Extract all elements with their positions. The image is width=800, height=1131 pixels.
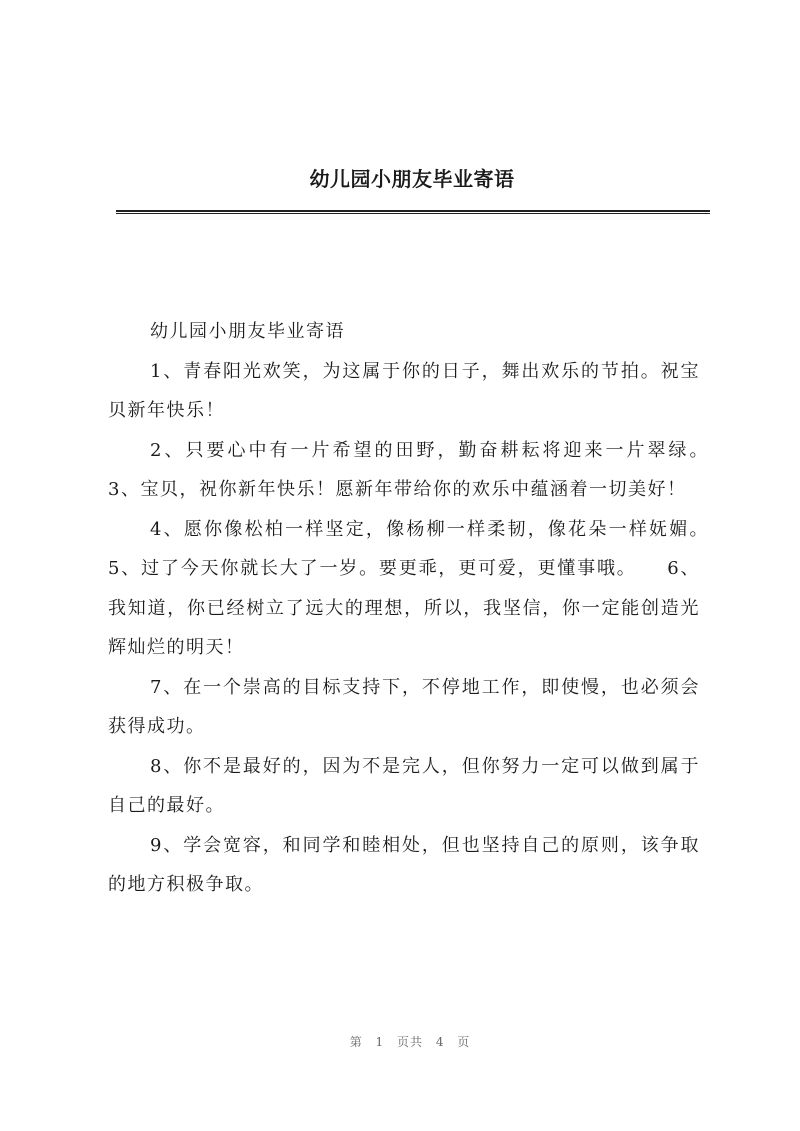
body-subtitle: 幼儿园小朋友毕业寄语 <box>150 321 345 342</box>
paragraph-6: 9、学会宽容，和同学和睦相处，但也坚持自己的原则，该争取的地方积极争取。 <box>108 834 700 895</box>
paragraph-4: 7、在一个崇高的目标支持下，不停地工作，即使慢，也必须会获得成功。 <box>108 676 700 737</box>
paragraph-5: 8、你不是最好的，因为不是完人，但你努力一定可以做到属于自己的最好。 <box>108 755 700 816</box>
page-title: 幼儿园小朋友毕业寄语 <box>309 167 515 191</box>
title-divider <box>116 210 710 214</box>
paragraph-3: 4、愿你像松柏一样坚定，像杨柳一样柔韧，像花朵一样妩媚。 5、过了今天你就长大了一岁。要更乖，更可爱，更懂事哦。 6、我知道，你已经树立了远大的理想，所以，我坚信，你一定能创造光辉灿烂的明天！ <box>108 518 739 658</box>
page-footer: 第 1 页共 4 页 <box>349 1035 471 1049</box>
paragraph-2: 2、只要心中有一片希望的田野，勤奋耕耘将迎来一片翠绿。 3、宝贝，祝你新年快乐！愿新年带给你的欢乐中蕴涵着一切美好！ <box>108 439 739 500</box>
document-body <box>108 312 739 905</box>
paragraph-1: 1、青春阳光欢笑，为这属于你的日子，舞出欢乐的节拍。祝宝贝新年快乐！ <box>108 360 700 421</box>
